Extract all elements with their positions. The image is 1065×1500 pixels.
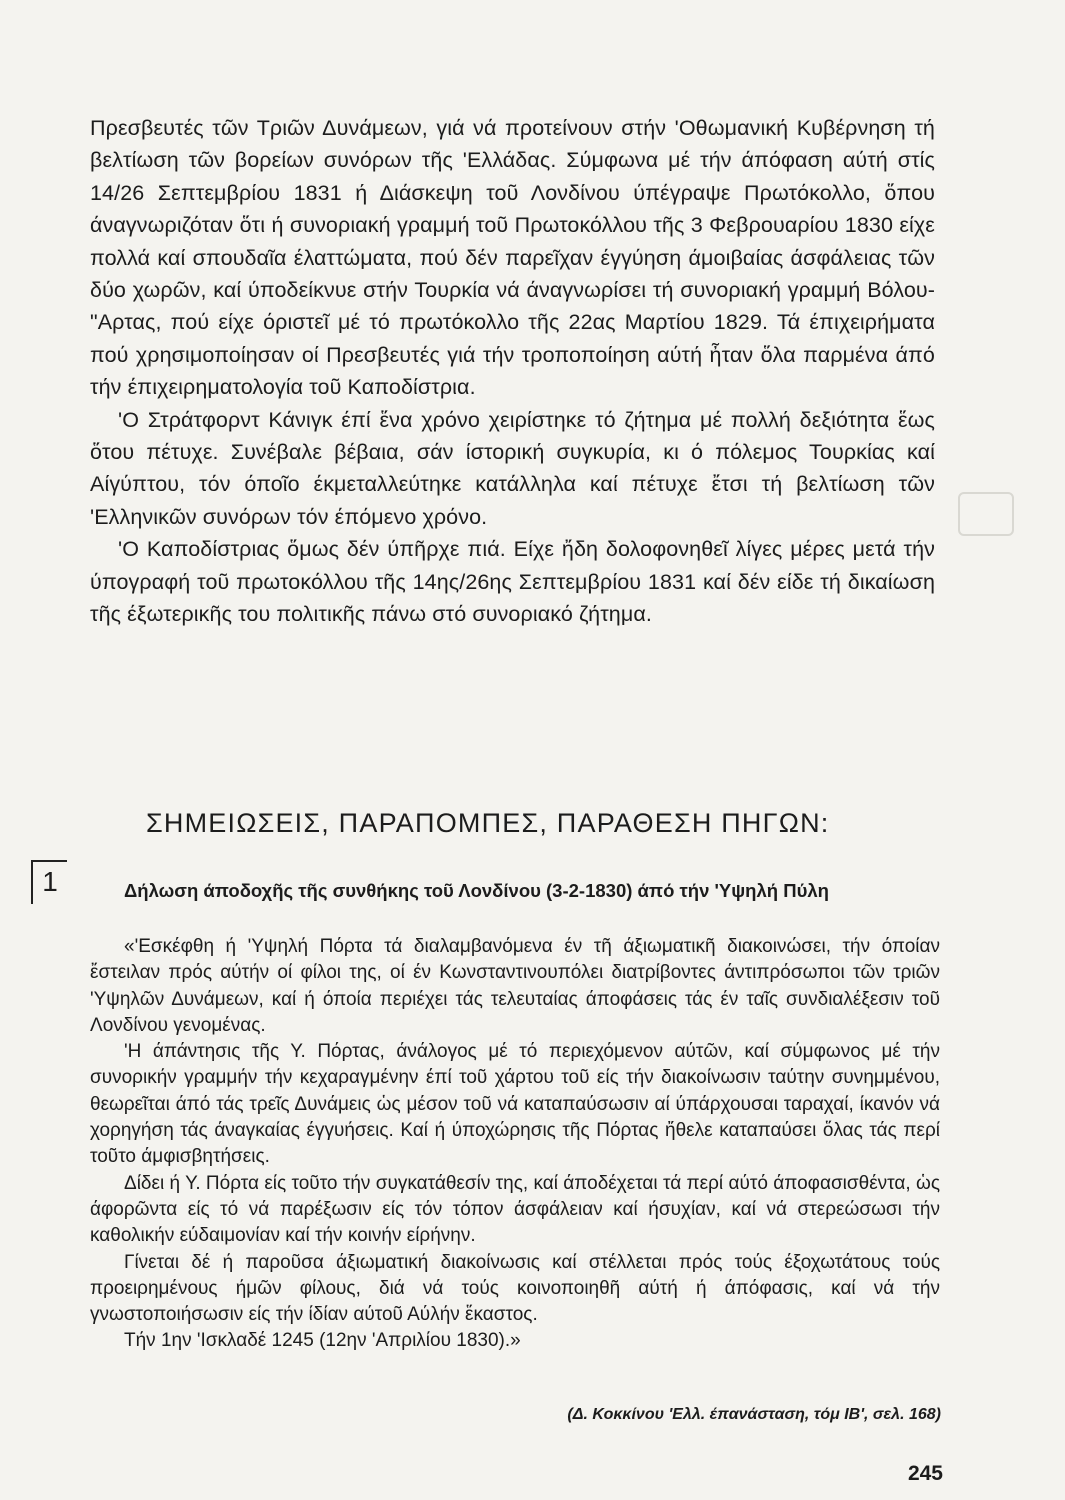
source-citation: (Δ. Κοκκίνου 'Ελλ. έπανάσταση, τόμ ΙΒ', σελ. 168) [567, 1406, 941, 1423]
note-title: Δήλωση άποδοχῆς τῆς συνθήκης τοῦ Λονδίνου (3-2-1830) άπό τήν 'Υψηλή Πύλη [124, 880, 829, 901]
main-paragraph: 'Ο Στράτφορντ Κάνιγκ έπί ἕνα χρόνο χειρίστηκε τό ζήτημα μέ πολλή δεξιότητα ἕως ὅτου πέτυχε. Συνέβαλε βέβαια, σάν ίστορική συγκυρία, κι ό πόλεμος Τουρκίας καί Αίγύπτου, τόν όποῖο έκμεταλλεύτηκε κατάλληλα καί πέτυχε ἔτσι τή βελτίωση τῶν 'Ελληνικῶν συνόρων τόν έπόμενο χρόνο. [90, 407, 935, 529]
note-number-marker: 1 [31, 860, 67, 904]
quote-paragraph: Τήν 1ην 'Ισκλαδέ 1245 (12ην 'Απριλίου 1830).» [124, 1330, 521, 1352]
quote-paragraph: «'Εσκέφθη ή 'Υψηλή Πόρτα τά διαλαμβανόμενα έν τῆ άξιωματικῆ διακοινώσει, τήν όποίαν ἔστειλαν πρός αύτήν οί φίλοι της, οί έν Κωνσταντινουπόλει διατρίβοντες άντιπρόσωποι τῶν τριῶν 'Υψηλῶν Δυνάμεων, καί ή όποία περιέχει τάς τελευταίας άποφάσεις τάς έν ταῖς συνδιαλέξεσιν τοῦ Λονδίνου γενομένας. [90, 936, 940, 1036]
main-paragraph: 'Ο Καποδίστριας ὅμως δέν ύπῆρχε πιά. Είχε ἤδη δολοφονηθεῖ λίγες μέρες μετά τήν ύπογραφή τοῦ πρωτοκόλλου τῆς 14ης/26ης Σεπτεμβρίου 1831 καί δέν είδε τή δικαίωση τῆς έξωτερικῆς του πολιτικῆς πάνω στό συνοριακό ζήτημα. [90, 537, 935, 627]
page-number: 245 [907, 1462, 943, 1485]
source-quote [90, 934, 940, 1355]
quote-paragraph: Δίδει ή Υ. Πόρτα είς τοῦτο τήν συγκατάθεσίν της, καί άποδέχεται τά περί αύτό άποφασισθέντα, ὡς άφορῶντα είς τό νά παρέξωσιν είς τόν τόπον άσφάλειαν καί ήσυχίαν, καί νά στερεώσωσι τήν καθολικήν εύδαιμονίαν καί τήν κοινήν είρήνην. [90, 1172, 940, 1247]
bleed-through-marker [958, 492, 1014, 536]
section-heading: ΣΗΜΕΙΩΣΕΙΣ, ΠΑΡΑΠΟΜΠΕΣ, ΠΑΡΑΘΕΣΗ ΠΗΓΩΝ: [146, 808, 830, 838]
main-text [90, 112, 935, 631]
main-paragraph: Πρεσβευτές τῶν Τριῶν Δυνάμεων, γιά νά προτείνουν στήν 'Οθωμανική Κυβέρνηση τή βελτίωση τῶν βορείων συνόρων τῆς 'Ελλάδας. Σύμφωνα μέ τήν άπόφαση αύτή στίς 14/26 Σεπτεμβρίου 1831 ή Διάσκεψη τοῦ Λονδίνου ύπέγραψε Πρωτόκολλο, ὅπου άναγνωριζόταν ὅτι ή συνοριακή γραμμή τοῦ Πρωτοκόλλου τῆς 3 Φεβρουαρίου 1830 είχε πολλά καί σπουδαῖα έλαττώματα, πού δέν παρεῖχαν έγγύηση άμοιβαίας άσφάλειας τῶν δύο χωρῶν, καί ύποδείκνυε στήν Τουρκία νά άναγνωρίσει τή συνοριακή γραμμή Βόλου-"Αρτας, πού είχε όριστεῖ μέ τό πρωτόκολλο τῆς 22ας Μαρτίου 1829. Τά έπιχειρήματα πού χρησιμοποίησαν οί Πρεσβευτές γιά τήν τροποποίηση αύτή ἦταν ὅλα παρμένα άπό τήν έπιχειρηματολογία τοῦ Καποδίστρια. [90, 116, 935, 400]
quote-paragraph: 'Η άπάντησις τῆς Υ. Πόρτας, άνάλογος μέ τό περιεχόμενον αύτῶν, καί σύμφωνος μέ τήν συνορικήν γραμμήν τήν κεχαραγμένην έπί τοῦ χάρτου τοῦ είς τήν διακοίνωσιν ταύτην συνημμένου, θεωρεῖται άπό τάς τρεῖς Δυνάμεις ὡς μέσον τοῦ νά καταπαύσωσιν αί ύπάρχουσαι ταραχαί, ίκανόν νά χορηγήση τάς άναγκαίας έγγυήσεις. Καί ή ύποχώρησις τῆς Πόρτας ἤθελε καταπαύσει ὅλας τάς περί τοῦτο άμφισβητήσεις. [90, 1041, 940, 1168]
quote-paragraph: Γίνεται δέ ή παροῦσα άξιωματική διακοίνωσις καί στέλλεται πρός τούς έξοχωτάτους τούς προειρημένους ήμῶν φίλους, διά νά τούς κοινοποιηθῆ αύτή ή άπόφασις, καί νά τήν γνωστοποιήσωσιν είς τήν ίδίαν αύτοῦ Αύλήν ἕκαστος. [90, 1251, 940, 1326]
